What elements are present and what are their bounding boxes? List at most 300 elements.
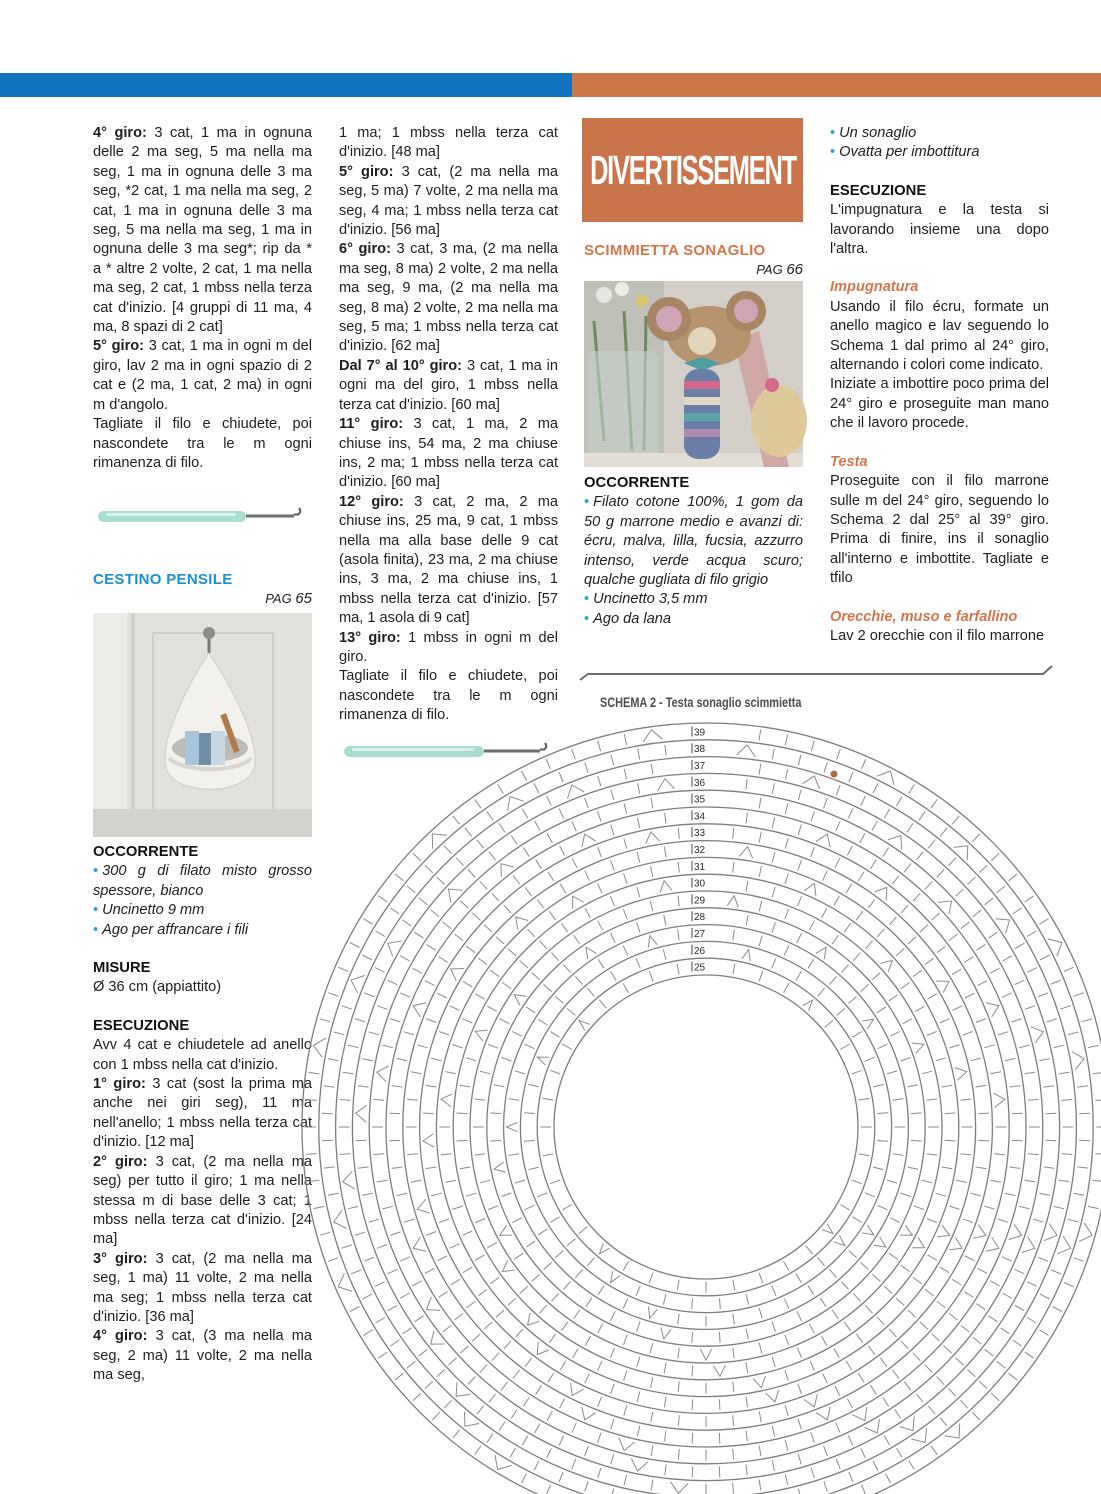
stitch-mark bbox=[1027, 931, 1036, 937]
stitch-mark bbox=[785, 838, 788, 848]
stitch-mark bbox=[908, 1310, 916, 1317]
stitch-mark bbox=[412, 968, 422, 973]
stitch-mark bbox=[499, 1422, 505, 1431]
stitch-mark bbox=[444, 846, 451, 854]
stitch-mark bbox=[798, 790, 801, 800]
stitch-mark bbox=[651, 1446, 653, 1457]
stitch-mark bbox=[811, 847, 815, 857]
increase-mark bbox=[1072, 1052, 1084, 1070]
stitch-mark bbox=[822, 908, 827, 917]
scimmietta-occorrente-title: OCCORRENTE bbox=[584, 475, 690, 491]
stitch-mark bbox=[678, 930, 680, 941]
stitch-mark bbox=[598, 883, 602, 893]
stitch-mark bbox=[649, 1273, 653, 1283]
col2-closing: Tagliate il filo e chiudete, poi nascondete tra le m ogni rimanenza di filo. bbox=[339, 668, 558, 724]
stitch-mark bbox=[477, 1406, 484, 1414]
stitch-mark bbox=[552, 953, 559, 961]
stitch-mark bbox=[1015, 1305, 1024, 1310]
start-dot bbox=[831, 771, 838, 778]
stitch-mark bbox=[678, 862, 679, 873]
stitch-mark bbox=[548, 872, 554, 881]
stitch-mark bbox=[524, 1113, 535, 1114]
stitch-mark bbox=[692, 1332, 693, 1343]
stitch-mark bbox=[390, 1340, 399, 1346]
stitch-mark bbox=[400, 1293, 409, 1298]
stitch-mark bbox=[920, 925, 928, 932]
stitch-mark bbox=[1059, 1072, 1070, 1074]
stitch-mark bbox=[887, 1180, 897, 1183]
stitch-mark bbox=[340, 1100, 351, 1101]
stitch-mark bbox=[746, 1294, 749, 1305]
stitch-mark bbox=[457, 1113, 468, 1114]
stitch-mark bbox=[456, 858, 463, 866]
stitch-mark bbox=[811, 741, 814, 751]
round-label: 33 bbox=[694, 828, 706, 840]
stitch-mark bbox=[466, 946, 475, 953]
stitch-mark bbox=[362, 1193, 373, 1195]
stitch-mark bbox=[798, 896, 802, 906]
stitch-mark bbox=[746, 779, 747, 790]
stitch-mark bbox=[1074, 1193, 1085, 1195]
stitch-mark bbox=[573, 1349, 578, 1358]
stitch-mark bbox=[811, 1433, 815, 1443]
stitch-mark bbox=[494, 1085, 505, 1087]
stitch-mark bbox=[964, 1292, 973, 1298]
stitch-mark bbox=[861, 1448, 866, 1458]
stitch-mark bbox=[1043, 1086, 1054, 1087]
pag-number: 66 bbox=[786, 261, 803, 279]
stitch-mark bbox=[465, 828, 472, 837]
increase-mark bbox=[727, 896, 738, 908]
stitch-mark bbox=[928, 840, 935, 848]
stitch-mark bbox=[798, 1384, 802, 1394]
stitch-mark bbox=[877, 929, 884, 937]
round-label: 30 bbox=[694, 878, 706, 890]
stitch-mark bbox=[585, 908, 590, 917]
stitch-mark bbox=[431, 1193, 442, 1196]
cestino-esecuzione-title: ESECUZIONE bbox=[93, 1017, 190, 1034]
stitch-mark bbox=[598, 921, 603, 931]
stitch-mark bbox=[574, 935, 580, 944]
stitch-mark bbox=[437, 877, 445, 884]
stitch-mark bbox=[356, 1140, 367, 1141]
increase-mark bbox=[661, 1327, 671, 1339]
stitch-mark bbox=[426, 1167, 437, 1169]
stitch-mark bbox=[872, 821, 877, 830]
stitch-mark bbox=[913, 893, 920, 901]
giro-6-label: 6° giro: bbox=[339, 241, 391, 258]
stitch-mark bbox=[759, 1480, 761, 1491]
scimmietta-occorrente bbox=[584, 474, 803, 629]
stitch-mark bbox=[925, 1365, 932, 1373]
stitch-mark bbox=[1025, 1006, 1035, 1010]
stitch-mark bbox=[373, 1154, 384, 1155]
stitch-mark bbox=[514, 1253, 523, 1259]
stitch-mark bbox=[520, 1286, 528, 1293]
stitch-mark bbox=[820, 1298, 826, 1307]
stitch-mark bbox=[585, 871, 590, 881]
stitch-mark bbox=[852, 1070, 862, 1074]
stitch-mark bbox=[378, 1352, 387, 1358]
stitch-mark bbox=[453, 1430, 460, 1438]
stitch-mark bbox=[550, 1032, 559, 1038]
stitch-mark bbox=[511, 836, 517, 845]
stitch-mark bbox=[513, 876, 520, 885]
stitch-mark bbox=[522, 809, 527, 818]
column-1 bbox=[93, 124, 312, 473]
stitch-mark bbox=[490, 1140, 501, 1141]
giro-7-label: Dal 7° al 10° giro: bbox=[339, 357, 463, 374]
stitch-mark bbox=[991, 853, 999, 860]
cestino-content bbox=[93, 843, 312, 1386]
stitch-mark bbox=[664, 1363, 666, 1374]
stitch-mark bbox=[859, 1154, 870, 1156]
stitch-mark bbox=[1064, 1283, 1074, 1287]
stitch-mark bbox=[837, 749, 841, 759]
stitch-mark bbox=[916, 852, 923, 860]
stitch-mark bbox=[733, 964, 735, 975]
stitch-mark bbox=[834, 896, 839, 905]
stitch-mark bbox=[913, 970, 922, 976]
increase-mark bbox=[671, 1482, 689, 1494]
stitch-mark bbox=[535, 1424, 540, 1433]
stitch-mark bbox=[510, 1448, 516, 1457]
stitch-mark bbox=[395, 1373, 403, 1380]
stitch-mark bbox=[411, 1072, 422, 1074]
stitch-mark bbox=[784, 1261, 789, 1270]
stitch-mark bbox=[382, 1045, 393, 1048]
stitch-mark bbox=[949, 1388, 956, 1396]
stitch-mark bbox=[362, 1294, 372, 1299]
stitch-mark bbox=[549, 911, 555, 920]
stitch-mark bbox=[952, 1006, 962, 1011]
increase-mark bbox=[343, 1171, 355, 1189]
stitch-mark bbox=[931, 799, 937, 808]
stitch-mark bbox=[499, 823, 505, 832]
stitch-mark bbox=[540, 1305, 547, 1313]
stitch-mark bbox=[945, 1113, 956, 1114]
stitch-mark bbox=[462, 1019, 472, 1023]
stitch-mark bbox=[431, 1058, 442, 1061]
stitch-mark bbox=[979, 1381, 987, 1388]
stitch-mark bbox=[560, 1361, 566, 1370]
stitch-mark bbox=[1013, 1340, 1022, 1346]
stitch-mark bbox=[1047, 1019, 1057, 1022]
stitch-mark bbox=[925, 958, 934, 964]
stitch-mark bbox=[960, 1154, 971, 1155]
stitch-mark bbox=[1088, 1045, 1099, 1047]
stitch-mark bbox=[587, 1258, 594, 1266]
stitch-mark bbox=[877, 1317, 884, 1325]
stitch-mark bbox=[836, 1459, 840, 1469]
stitch-mark bbox=[548, 1373, 554, 1382]
stitch-mark bbox=[460, 1346, 468, 1353]
stitch-mark bbox=[759, 764, 761, 775]
stitch-mark bbox=[830, 1270, 837, 1278]
increase-mark bbox=[853, 1407, 867, 1421]
stitch-mark bbox=[978, 1140, 989, 1141]
stitch-mark bbox=[651, 1377, 653, 1388]
stitch-mark bbox=[500, 1019, 510, 1024]
closing-text: Tagliate il filo e chiudete, poi nascondete tra le m ogni rimanenza di filo. bbox=[93, 416, 312, 471]
stitch-mark bbox=[1095, 1100, 1101, 1101]
stitch-mark bbox=[896, 1298, 904, 1305]
stitch-mark bbox=[1015, 1269, 1025, 1274]
stitch-mark bbox=[998, 1219, 1008, 1222]
stitch-mark bbox=[555, 1251, 563, 1258]
stitch-mark bbox=[1039, 1193, 1050, 1195]
stitch-mark bbox=[1013, 908, 1022, 914]
stitch-mark bbox=[472, 913, 480, 920]
increase-mark bbox=[660, 881, 672, 893]
stitch-mark bbox=[785, 1405, 788, 1415]
stitch-mark bbox=[610, 1348, 614, 1358]
stitch-mark bbox=[651, 1480, 653, 1491]
stitch-mark bbox=[665, 1464, 666, 1475]
stitch-mark bbox=[449, 1358, 457, 1365]
stitch-mark bbox=[796, 971, 802, 980]
giro-6-text: 3 cat, 3 ma, (2 ma nella ma seg, 8 ma) 2 volte, 2 ma nella ma seg, 9 ma, (2 ma nella ma seg, 8 ma) 2 volte, 2 ma nella ma seg, 5 ma; 1 mbss nella terza cat d'inizio. [62 ma] bbox=[339, 241, 558, 355]
stitch-mark bbox=[733, 1449, 734, 1460]
stitch-mark bbox=[572, 858, 577, 868]
stitch-mark bbox=[746, 1397, 748, 1408]
stitch-mark bbox=[949, 1045, 959, 1048]
orecchie-title: Orecchie, muso e farfallino bbox=[830, 608, 1018, 625]
stitch-mark bbox=[973, 910, 981, 917]
round-label: 32 bbox=[694, 845, 706, 856]
stitch-mark bbox=[847, 1399, 852, 1409]
stitch-mark bbox=[355, 1232, 365, 1235]
increase-mark bbox=[865, 1419, 880, 1433]
stitch-mark bbox=[901, 1265, 910, 1271]
stitch-mark bbox=[844, 1322, 850, 1331]
stitch-mark bbox=[350, 943, 360, 948]
round-label: 36 bbox=[694, 777, 706, 789]
increase-mark bbox=[737, 745, 756, 757]
stitch-mark bbox=[1038, 1257, 1048, 1261]
stitch-mark bbox=[759, 936, 762, 946]
stitch-mark bbox=[390, 1232, 400, 1236]
stitch-mark bbox=[550, 1217, 559, 1223]
pag-label: PAG bbox=[756, 262, 783, 278]
giro-4-text: 3 cat, 1 ma in ognuna delle 2 ma seg, 5 ma nella ma seg, 1 ma in ognuna delle 3 ma seg, *2 cat, 1 ma nella ma seg, 2 cat, 1 ma in ognuna delle 3 ma seg, 5 ma nella ma seg, 1 ma in ognuna delle 3 ma seg*; rip da * a * altre 2 volte, 2 cat, 1 ma nella ma seg, 2 cat, 1 mbss nella terza cat d'inizio. [4 gruppi di 11 ma, 4 ma, 8 spazi di 2 cat] bbox=[93, 125, 313, 336]
stitch-mark bbox=[824, 763, 827, 773]
stitch-mark bbox=[475, 1219, 485, 1223]
monkey-rattle-photo bbox=[584, 281, 803, 467]
stitch-mark bbox=[610, 933, 615, 943]
stitch-mark bbox=[457, 1140, 468, 1141]
giro-12-label: 12° giro: bbox=[339, 493, 404, 510]
stitch-mark bbox=[480, 1365, 487, 1373]
testa-text: Proseguite con il filo marrone sulle m del 24° giro, seguendo lo Schema 2 dal 25° al 39° giro. Prima di finire, ins il sonaglio all'interno e imbottite. Tagliate e tfilo bbox=[830, 473, 1049, 587]
stitch-mark bbox=[343, 1072, 354, 1074]
stitch-mark bbox=[830, 976, 837, 984]
stitch-mark bbox=[664, 915, 666, 926]
stitch-mark bbox=[834, 1349, 839, 1358]
increase-mark bbox=[388, 941, 402, 957]
stitch-mark bbox=[636, 1286, 640, 1296]
stitch-mark bbox=[832, 1310, 838, 1319]
increase-mark bbox=[862, 1225, 874, 1235]
stitch-mark bbox=[1027, 968, 1037, 973]
stitch-mark bbox=[853, 953, 860, 961]
stitch-mark bbox=[444, 1400, 451, 1408]
stitch-mark bbox=[798, 1419, 801, 1429]
stitch-mark bbox=[453, 816, 460, 824]
stitch-mark bbox=[808, 959, 814, 968]
increase-mark bbox=[739, 847, 753, 859]
stitch-mark bbox=[443, 1325, 452, 1332]
stitch-mark bbox=[692, 1366, 693, 1377]
stitch-mark bbox=[451, 1279, 460, 1285]
stitch-mark bbox=[415, 932, 424, 938]
stitch-mark bbox=[328, 1193, 339, 1195]
cestino-misure-title: MISURE bbox=[93, 960, 151, 977]
increase-mark bbox=[834, 1235, 845, 1245]
stitch-mark bbox=[358, 1167, 369, 1168]
stitch-mark bbox=[425, 1268, 435, 1273]
scimmietta-title: SCIMMIETTA SONAGLIO bbox=[584, 242, 766, 259]
stitch-mark bbox=[884, 1286, 892, 1293]
stitch-mark bbox=[342, 1245, 352, 1248]
stitch-mark bbox=[487, 1434, 493, 1443]
stitch-mark bbox=[411, 1180, 422, 1182]
scimmietta-item: • Ovatta per imbottitura bbox=[830, 144, 980, 161]
stitch-mark bbox=[611, 1489, 614, 1494]
stitch-mark bbox=[865, 1305, 872, 1313]
stitch-mark bbox=[784, 1299, 789, 1309]
round-label: 28 bbox=[694, 912, 706, 924]
stitch-mark bbox=[823, 1373, 828, 1383]
stitch-mark bbox=[976, 944, 985, 950]
increase-mark bbox=[1048, 939, 1062, 956]
stitch-mark bbox=[849, 1251, 857, 1258]
stitch-mark bbox=[832, 935, 838, 944]
stitch-mark bbox=[1019, 1045, 1030, 1048]
stitch-mark bbox=[772, 1357, 775, 1367]
stitch-mark bbox=[949, 934, 958, 941]
stitch-mark bbox=[532, 1274, 540, 1281]
stitch-mark bbox=[624, 803, 627, 814]
stitch-mark bbox=[549, 1334, 555, 1343]
stitch-mark bbox=[1068, 1219, 1079, 1222]
stitch-mark bbox=[889, 1253, 898, 1259]
stitch-mark bbox=[490, 1113, 501, 1114]
scimmietta-page-ref bbox=[584, 260, 803, 279]
stitch-mark bbox=[452, 1206, 462, 1209]
giro-5-label: 5° giro: bbox=[93, 338, 145, 355]
stitch-mark bbox=[678, 1415, 679, 1426]
stitch-mark bbox=[407, 1361, 416, 1368]
stitch-mark bbox=[663, 949, 666, 960]
stitch-mark bbox=[611, 971, 617, 980]
stitch-mark bbox=[611, 860, 615, 870]
stitch-mark bbox=[392, 1167, 403, 1168]
stitch-mark bbox=[989, 932, 998, 938]
stitch-mark bbox=[913, 1277, 922, 1283]
stitch-mark bbox=[525, 1205, 535, 1210]
stitch-mark bbox=[907, 823, 913, 832]
stitch-mark bbox=[865, 1057, 875, 1061]
stitch-mark bbox=[623, 946, 628, 956]
stitch-mark bbox=[477, 840, 484, 848]
stitch-mark bbox=[550, 1070, 560, 1074]
giro-4-text: 3 cat, (3 ma nella ma seg, 2 ma) 11 volte, 2 ma nella ma seg, bbox=[93, 1328, 312, 1384]
stitch-mark bbox=[853, 1032, 862, 1038]
stitch-mark bbox=[320, 1232, 330, 1235]
stitch-mark bbox=[342, 1006, 352, 1009]
cestino-title: CESTINO PENSILE bbox=[93, 571, 233, 588]
stitch-mark bbox=[382, 1206, 393, 1209]
increase-mark bbox=[753, 1376, 766, 1388]
stitch-mark bbox=[1039, 1059, 1050, 1061]
stitch-mark bbox=[1038, 993, 1048, 997]
stitch-mark bbox=[932, 913, 940, 920]
stitch-mark bbox=[692, 1298, 693, 1309]
increase-mark bbox=[938, 901, 952, 914]
stitch-mark bbox=[733, 930, 735, 941]
stitch-mark bbox=[611, 1384, 615, 1394]
stitch-mark bbox=[376, 931, 385, 937]
stitch-mark bbox=[466, 1193, 476, 1196]
stitch-mark bbox=[896, 949, 904, 956]
stitch-mark bbox=[572, 821, 576, 831]
stitch-mark bbox=[547, 833, 552, 843]
stitch-mark bbox=[516, 1329, 523, 1337]
stitch-mark bbox=[560, 884, 566, 893]
stitch-mark bbox=[460, 1085, 471, 1087]
stitch-mark bbox=[543, 1154, 554, 1156]
stitch-mark bbox=[949, 858, 956, 866]
stitch-mark bbox=[835, 1386, 840, 1396]
stitch-mark bbox=[572, 1423, 576, 1433]
stitch-mark bbox=[976, 1304, 985, 1310]
schema-bracket bbox=[578, 656, 1058, 686]
stitch-mark bbox=[340, 1154, 351, 1155]
stitch-mark bbox=[445, 1180, 456, 1182]
stitch-mark bbox=[872, 1274, 880, 1281]
stitch-mark bbox=[363, 1330, 372, 1336]
stitch-mark bbox=[746, 881, 748, 892]
stitch-mark bbox=[809, 921, 814, 931]
stitch-mark bbox=[572, 749, 576, 759]
giro-12-text: 3 cat, 2 ma, 2 ma chiuse ins, 25 ma, 9 cat, 1 mbss nella ma alla base delle 9 cat (asola finita), 23 ma, 2 ma chiuse ins, 3 ma, 2 ma chiuse ins, 1 mbss nella terza cat d'inizio. [57 ma, 1 asola di 9 cat] bbox=[339, 493, 558, 627]
round-ring bbox=[453, 874, 959, 1380]
hanging-basket-photo bbox=[93, 613, 312, 837]
stitch-mark bbox=[487, 1006, 496, 1011]
stitch-mark bbox=[487, 811, 493, 820]
stitch-mark bbox=[538, 1019, 547, 1025]
stitch-mark bbox=[373, 1099, 384, 1100]
stitch-mark bbox=[520, 961, 528, 968]
stitch-mark bbox=[822, 1336, 827, 1345]
stitch-mark bbox=[611, 825, 614, 835]
stitch-mark bbox=[475, 1446, 481, 1455]
increase-mark bbox=[700, 1349, 711, 1360]
stitch-mark bbox=[532, 973, 540, 980]
stitch-mark bbox=[925, 881, 932, 889]
stitch-mark bbox=[1010, 1086, 1021, 1087]
stitch-mark bbox=[525, 887, 532, 896]
stitch-mark bbox=[901, 1193, 911, 1197]
stitch-mark bbox=[860, 833, 865, 843]
stitch-mark bbox=[927, 1154, 938, 1155]
stitch-mark bbox=[892, 1370, 899, 1379]
stitch-mark bbox=[733, 1348, 734, 1359]
stitch-mark bbox=[492, 1353, 499, 1361]
cestino-misure: Ø 36 cm (appiattito) bbox=[93, 979, 222, 996]
giro-5-text: 3 cat, (2 ma nella ma seg, 5 ma) 7 volte, 2 ma nella ma seg, 4 ma; 1 mbss nella terza cat d'inizio. [56 ma] bbox=[339, 163, 558, 239]
